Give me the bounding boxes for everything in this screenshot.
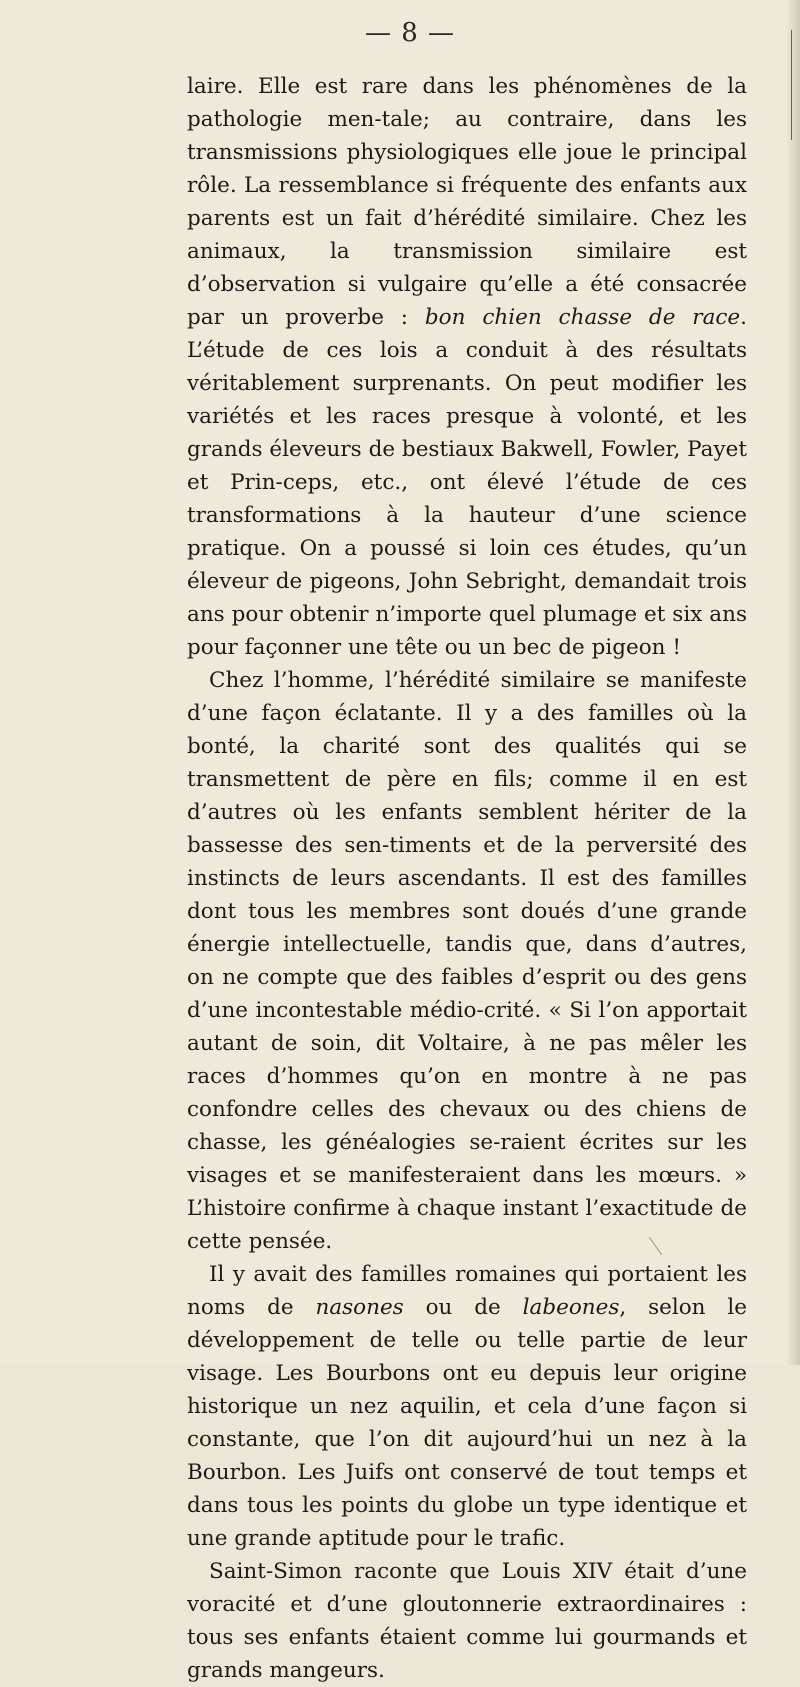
italic-proverb: bon chien chasse de race xyxy=(424,305,741,330)
paragraph-1 xyxy=(187,70,747,664)
paragraph-3 xyxy=(187,1258,747,1555)
text-run: . L’étude de ces lois a conduit à des résultats véritablement surprenants. On peut modifier les variétés et les races presque à volonté, et les grands éleveurs de bestiaux Bakwell, Fowler, Payet et Prin-ceps, etc., ont élevé l’étude de ces transformations à la hauteur d’une science pratique. On a poussé si loin ces études, qu’un éleveur de pigeons, John Sebright, demandait trois ans pour obtenir n’importe quel plumage et six ans pour façonner une tête ou un bec de pigeon ! xyxy=(187,305,747,660)
page-edge-shadow xyxy=(786,0,800,1365)
text-run: , selon le développement de telle ou telle partie de leur visage. Les Bourbons ont eu depuis leur origine historique un nez aquilin, et cela d’une façon si constante, que l’on dit aujourd’hui un nez à la Bourbon. Les Juifs ont conservé de tout temps et dans tous les points du globe un type identique et une grande aptitude pour le trafic. xyxy=(187,1295,747,1551)
text-run: Saint-Simon raconte que Louis XIV était d’une voracité et d’une gloutonnerie extraordinaires : tous ses enfants étaient comme lui gourmands et grands mangeurs. xyxy=(187,1559,747,1683)
text-run: Chez l’homme, l’hérédité similaire se manifeste d’une façon éclatante. Il y a des familles où la bonté, la charité sont des qualités qui se transmettent de père en fils; comme il en est d’autres où les enfants semblent hériter de la bassesse des sen-timents et de la perversité des instincts de leurs ascendants. Il est des familles dont tous les membres sont doués d’une grande énergie intellectuelle, tandis que, dans d’autres, on ne compte que des faibles d’esprit ou des gens d’une incontestable médio-crité. « Si l’on apportait autant de soin, dit Voltaire, à ne pas mêler les races d’hommes qu’on en montre à ne pas confondre celles des chevaux ou des chiens de chasse, les généalogies se-raient écrites sur les visages et se manifesteraient dans les mœurs. » L’histoire confirme à chaque instant l’exactitude de cette pensée. xyxy=(187,668,747,1254)
text-run: laire. Elle est rare dans les phénomènes de la pathologie men-tale; au contraire, dans les transmissions physiologiques elle joue le principal rôle. La ressemblance si fréquente des enfants aux parents est un fait d’hérédité similaire. Chez les animaux, la transmission similaire est d’observation si vulgaire qu’elle a été consacrée par un proverbe : xyxy=(187,74,747,330)
body-text xyxy=(187,70,747,1687)
text-run: Il y avait des familles romaines qui portaient les noms de xyxy=(187,1262,747,1320)
paragraph-4 xyxy=(187,1555,747,1687)
paragraph-2 xyxy=(187,664,747,1258)
italic-term-labeones: labeones xyxy=(522,1295,620,1320)
text-run: ou de xyxy=(403,1295,523,1320)
page-number: — 8 — xyxy=(364,18,456,48)
italic-term-nasones: nasones xyxy=(315,1295,404,1320)
